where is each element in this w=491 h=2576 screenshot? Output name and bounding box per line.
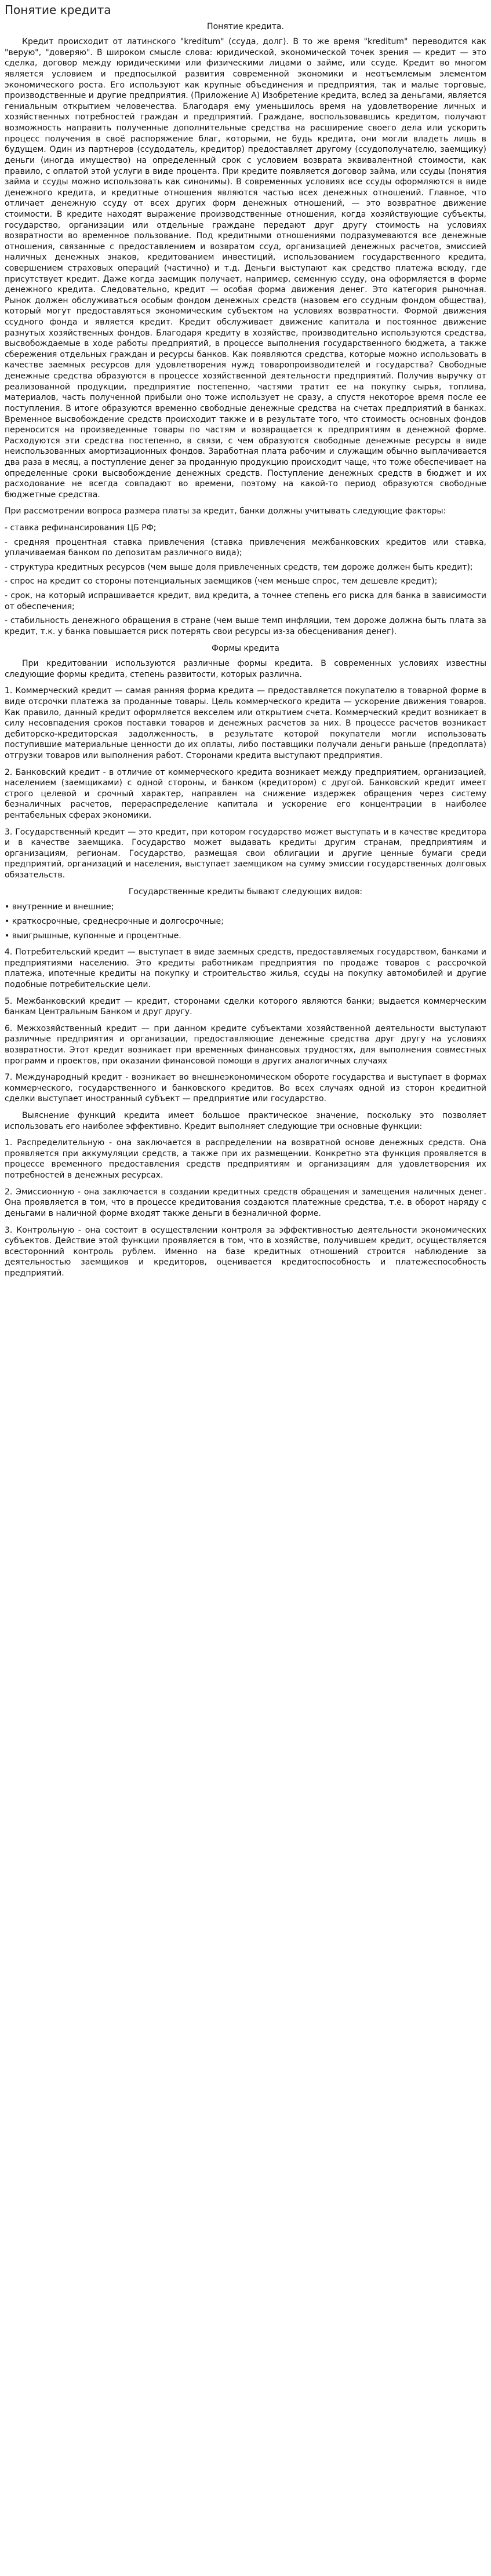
paragraph-interbusiness-credit: 6. Межхозяйственный кредит — при данном кредите субъектами хозяйственной деятельности выступают различные предприятия и организации, предоставляющие денежные средства друг другу на условиях возвратности. Этот кредит возникает при временных финансовых трудностях, для выполнения совместных программ и проектов, при оказании финансовой помощи в других аналогичных случаях bbox=[5, 1023, 486, 1066]
list-item: - ставка рефинансирования ЦБ РФ; bbox=[5, 523, 157, 533]
list-item: - спрос на кредит со стороны потенциальных заемщиков (чем меньше спрос, тем дешевле кредит); bbox=[5, 577, 438, 586]
page-title: Понятие кредита bbox=[5, 3, 111, 17]
paragraph-rate-factors-intro: При рассмотрении вопроса размера платы за кредит, банки должны учитывать следующие факторы: bbox=[5, 507, 446, 516]
paragraph-interbank-credit: 5. Межбанковский кредит — кредит, сторонами сделки которого являются банки; выдается коммерческим банкам Центральным Банком и друг другу. bbox=[5, 996, 486, 1017]
list-item: - срок, на который испрашивается кредит, вид кредита, а точнее степень его риска для банка в зависимости от обеспечения; bbox=[5, 591, 486, 611]
list-item: • краткосрочные, среднесрочные и долгосрочные; bbox=[5, 916, 224, 926]
list-item: • внутренние и внешние; bbox=[5, 902, 114, 912]
paragraph-commercial-credit: 1. Коммерческий кредит — самая ранняя форма кредита — предоставляется покупателю в товарной форме в виде отсрочки платежа за проданные товары. Цель коммерческого кредита — ускорение движения товаров. Как правило, данный кредит оформляется векселем или открытием счета. Коммерческий кредит возникает в силу несовпадения сроков поставки товаров и денежных расчетов за них. В процессе расчетов возникает дебиторско-кредиторская задолженность, в результате которой покупатели могли использовать поступившие материальные ценности до их оплаты, либо поставщики получали деньги раньше (предоплата) отгрузки товаров или выполнения работ. Сторонами кредита выступают предприятия. bbox=[5, 686, 486, 760]
section-heading-forms: Формы кредита bbox=[211, 643, 280, 653]
section-heading-concept: Понятие кредита. bbox=[207, 21, 284, 31]
paragraph-distributive-function: 1. Распределительную - она заключается в распределении на возвратной основе денежных средств. Она проявляется при аккумуляции средств, а также при их размещении. Конкретно эта функция проявляется в процессе временного предоставления средств предприятиям и организациям для удовлетворения их потребностей в денежных ресурсах. bbox=[5, 1138, 486, 1180]
paragraph-emission-function: 2. Эмиссионную - она заключается в создании кредитных средств обращения и замещения наличных денег. Она проявляется в том, что в процессе кредитования создаются платежные средства, т.е. в оборот наряду с деньгами в наличной форме входят также деньги в безналичной форме. bbox=[5, 1187, 486, 1218]
paragraph-control-function: 3. Контрольную - она состоит в осуществлении контроля за эффективностью деятельности экономических субъектов. Действие этой функции проявляется в том, что в хозяйстве, получившем кредит, осуществляется всесторонний контроль рублем. Именно на базе кредитных отношений строится наблюдение за деятельностью заемщиков и кредиторов, оценивается кредитоспособность и платежеспособность предприятий. bbox=[5, 1225, 486, 1278]
state-credit-kinds-list bbox=[5, 902, 486, 941]
list-item: - структура кредитных ресурсов (чем выше доля привлеченных средств, тем дороже должен быть кредит); bbox=[5, 562, 473, 572]
rate-factors-list bbox=[5, 523, 486, 637]
state-credit-kinds-heading: Государственные кредиты бывают следующих видов: bbox=[128, 887, 363, 897]
list-item: - средняя процентная ставка привлечения (ставка привлечения межбанковских кредитов или ставка, уплачиваемая банком по депозитам различного вида); bbox=[5, 537, 486, 558]
paragraph-forms-intro: При кредитовании используются различные формы кредита. В современных условиях известны следующие формы кредита, степень развитости, которых различна. bbox=[5, 659, 486, 679]
paragraph-consumer-credit: 4. Потребительский кредит — выступает в виде заемных средств, предоставляемых государством, банками и предприятиями населению. Это кредиты работникам предприятия по продаже товаров с рассрочкой платежа, ипотечные кредиты на покупку и строительство жилья, ссуды на покупку автомобилей и другие подобные потребительские цели. bbox=[5, 948, 486, 989]
paragraph-international-credit: 7. Международный кредит - возникает во внешнеэкономическом обороте государства и выступает в формах коммерческого, государственного и банковского кредитов. Во всех случаях одной из сторон кредитной сделки выступает иностранный субъект — предприятие или государство. bbox=[5, 1073, 486, 1104]
paragraph-bank-credit: 2. Банковский кредит - в отличие от коммерческого кредита возникает между предприятием, организацией, населением (заемщиками) с одной стороны, и банком (кредитором) с другой. Банковский кредит имеет строго целевой и срочный характер, направлен на снижение издержек обращения через систему безналичных расчетов, перераспределение капитала и ускорение его концентрации в наиболее рентабельных сферах экономики. bbox=[5, 767, 486, 821]
document bbox=[0, 2, 491, 1296]
paragraph-state-credit: 3. Государственный кредит — это кредит, при котором государство может выступать и в качестве кредитора и в качестве заемщика. Государство может выдавать кредиты другим странам, предприятиям и организациям, регионам. Государство, размещая свои облигации и другие ценные бумаги среди предприятий, организаций и населения, выступает заемщиком на сумму эмиссии государственных долговых обязательств. bbox=[5, 827, 486, 880]
list-item: • выигрышные, купонные и процентные. bbox=[5, 931, 181, 941]
paragraph-functions-intro: Выяснение функций кредита имеет большое практическое значение, поскольку это позволяет использовать его наиболее эффективно. Кредит выполняет следующие три основные функции: bbox=[5, 1111, 486, 1131]
list-item: - стабильность денежного обращения в стране (чем выше темп инфляции, тем дороже должна быть плата за кредит, т.к. у банка повышается риск потерять свои ресурсы из-за обесценивания денег). bbox=[5, 616, 486, 636]
paragraph-concept: Кредит происходит от латинского "kreditum" (ссуда, долг). В то же время "kreditum" переводится как "верую", "доверяю". В широком смысле слова: юридической, экономической точек зрения — кредит — это сделка, договор между юридическими или физическими лицами о займе, или ссуде. Кредит во многом является условием и предпосылкой развития современной экономики и неотъемлемым элементом экономического роста. Его используют как крупные объединения и предприятия, так и малые торговые, производственные и другие предприятия. (Приложение А) Изобретение кредита, вслед за деньгами, является гениальным открытием человечества. Благодаря ему уменьшилось время на удовлетворение личных и хозяйственных потребностей граждан и предприятий. Граждане, воспользовавшись кредитом, получают возможность направить полученные дополнительные средства на расширение своего дела или ускорить процесс получения в своё распоряжение благ, которыми, не будь кредита, они могли владеть лишь в будущем. Один из партнеров (ссудодатель, кредитор) предоставляет другому (ссудополучателю, заемщику) деньги (иногда имущество) на определенный срок с условием возврата эквивалентной стоимости, как правило, с оплатой этой услуги в виде процента. При кредите появляется договор займа, или ссуды (понятия займа и ссуды можно использовать как синонимы). В современных условиях все ссуды оформляются в виде денежного кредита, и кредитные отношения являются частью всех денежных отношений. Главное, что отличает денежную ссуду от всех других форм денежных отношений, — это возвратное движение стоимости. В кредите находят выражение производственные отношения, когда хозяйствующие субъекты, государство, организации или отдельные граждане передают друг другу стоимость на условиях возвратности во временное пользование. Под кредитными отношениями подразумеваются все денежные отношения, связанные с предоставлением и возвратом ссуд, организацией денежных расчетов, эмиссией наличных денежных знаков, кредитованием инвестиций, использованием государственного кредита, совершением страховых операций (частично) и т.д. Деньги выступают как средство платежа всюду, где присутствует кредит. Даже когда заемщик получает, например, семенную ссуду, она оформляется в форме денежного кредита. Следовательно, кредит — особая форма движения денег. Это категория рыночная. Рынок должен обслуживаться особым фондом денежных средств (назовем его ссудным фондом общества), который могут предоставляться экономическим субъектом на условиях возвратности. Формой движения ссудного фонда и является кредит. Кредит обслуживает движение капитала и постоянное движение разнутых хозяйственных фондов. Благодаря кредиту в хозяйстве, производительно используются средства, высвобождаемые в ходе работы предприятий, в процессе выполнения государственного бюджета, а также сбережения отдельных граждан и ресурсы банков. Как появляются средства, которые можно использовать в качестве заемных ресурсов для удовлетворения нужд товаропроизводителей и государства? Свободные денежные средства образуются в процессе хозяйственной деятельности предприятий. Получив выручку от реализованной продукции, предприятие постепенно, частями тратит ее на покупку сырья, топлива, материалов, часть полученной прибыли оно тоже использует не сразу, а спустя некоторое время после ее поступления. В итоге образуются временно свободные денежные средства на счетах предприятий в банках. Временное высвобождение средств происходит также и в результате того, что стоимость основных фондов переносится на произведенные товары по частям и возвращается к предприятиям в денежной форме. Расходуются эти средства постепенно, в связи, с чем образуются свободные денежные ресурсы в виде неиспользованных амортизационных фондов. Заработная плата рабочим и служащим обычно выплачивается два раза в месяц, а поступление денег за проданную продукцию происходит чаще, что тоже обеспечивает на определенные сроки высвобождение денежных средств. Поступление денежных средств в бюджет и их расходование не всегда совпадают во времени, поэтому на какой-то период образуются свободные бюджетные средства. bbox=[5, 37, 486, 500]
